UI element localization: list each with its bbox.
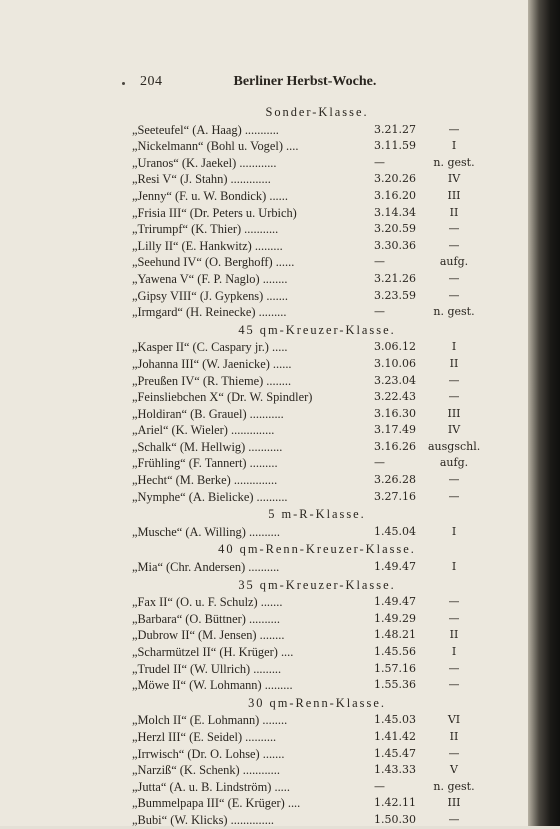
placing: —: [448, 661, 460, 675]
result-row: [132, 472, 462, 489]
finish-time: 3.26.28: [374, 473, 416, 487]
boat-entry: „Gipsy VIII“ (J. Gypkens) .......: [132, 288, 289, 303]
boat-entry: „Musche“ (A. Willing) ..........: [132, 524, 280, 539]
placing: —: [448, 678, 460, 692]
boat-entry: „Holdiran“ (B. Grauel) ...........: [132, 406, 284, 421]
boat-entry: „Bubi“ (W. Klicks) ..............: [132, 812, 275, 827]
result-row: [132, 422, 462, 439]
finish-time: 1.45.56: [374, 645, 416, 658]
result-row: [132, 455, 469, 472]
boat-entry: „Seehund IV“ (O. Berghoff) ......: [132, 255, 295, 270]
placing: —: [448, 122, 460, 136]
result-row: [132, 611, 462, 628]
boat-entry: „Trirumpf“ (K. Thier) ...........: [132, 222, 279, 237]
boat-entry: „Trudel II“ (W. Ullrich) .........: [132, 661, 282, 676]
boat-entry: „Mia“ (Chr. Andersen) ..........: [132, 560, 280, 575]
boat-entry: „Fax II“ (O. u. F. Schulz) .......: [132, 595, 283, 610]
finish-time: 3.20.26: [374, 172, 416, 186]
finish-time: 1.55.36: [374, 678, 416, 692]
finish-time: 1.45.47: [374, 746, 416, 760]
finish-time: 1.57.16: [374, 661, 416, 675]
boat-entry: „Möwe II“ (W. Lohmann) .........: [132, 678, 293, 693]
section-title: 30 qm-Renn-Klasse.: [248, 695, 386, 710]
finish-time: 1.43.33: [374, 763, 416, 777]
placing: —: [448, 222, 460, 236]
finish-time: 1.49.47: [374, 560, 416, 574]
section-title: 5 m-R-Klasse.: [268, 507, 366, 522]
finish-time: 1.42.11: [374, 796, 416, 810]
finish-time: 1.50.30: [374, 812, 416, 826]
result-row: [132, 339, 462, 356]
placing: n. gest.: [433, 155, 475, 169]
boat-entry: „Frühling“ (F. Tannert) .........: [132, 456, 278, 471]
page-number: 204: [140, 74, 163, 89]
section-title: 40 qm-Renn-Kreuzer-Klasse.: [218, 542, 416, 557]
result-row: [132, 122, 462, 139]
boat-entry: „Hecht“ (M. Berke) ..............: [132, 473, 278, 488]
boat-entry: „Uranos“ (K. Jaekel) ............: [132, 155, 277, 170]
placing: IV: [447, 172, 461, 186]
finish-time: 3.16.20: [374, 188, 416, 202]
result-row: [132, 812, 462, 829]
placing: II: [449, 729, 459, 743]
boat-entry: „Resi V“ (J. Stahn) .............: [132, 172, 271, 187]
result-row: [132, 304, 475, 321]
result-row: [132, 644, 462, 661]
placing: I: [451, 524, 457, 538]
result-row: [132, 188, 462, 205]
placing: aufg.: [439, 456, 469, 470]
result-row: [132, 205, 462, 222]
finish-time: 3.20.59: [374, 222, 416, 236]
boat-entry: „Frisia III“ (Dr. Peters u. Urbich): [132, 205, 297, 220]
finish-time: 1.48.21: [374, 628, 416, 642]
placing: —: [448, 489, 460, 503]
result-row: [132, 594, 462, 611]
finish-time: 3.11.59: [374, 139, 416, 153]
boat-entry: „Schalk“ (M. Hellwig) ...........: [132, 439, 283, 454]
finish-time: 1.45.03: [374, 713, 416, 727]
result-row: [132, 439, 481, 456]
section-title: 35 qm-Kreuzer-Klasse.: [238, 577, 396, 592]
placing: I: [451, 645, 457, 658]
placing: II: [449, 356, 459, 370]
result-row: [132, 406, 462, 423]
boat-entry: „Johanna III“ (W. Jaenicke) ......: [132, 356, 292, 371]
placing: III: [447, 406, 461, 420]
finish-time: 3.22.43: [374, 390, 416, 404]
section-title: Sonder-Klasse.: [265, 105, 369, 119]
result-row: [132, 524, 462, 541]
finish-time: 3.30.36: [374, 238, 416, 252]
finish-time: —: [374, 255, 385, 269]
boat-entry: „Nickelmann“ (Bohl u. Vogel) ....: [132, 139, 299, 154]
result-row: [132, 138, 462, 155]
placing: n. gest.: [433, 779, 475, 793]
finish-time: 3.23.59: [374, 288, 416, 302]
result-row: [132, 356, 462, 373]
section-title: 45 qm-Kreuzer-Klasse.: [238, 322, 396, 337]
placing: IV: [447, 423, 461, 437]
result-row: [132, 155, 475, 172]
placing: —: [448, 611, 460, 625]
boat-entry: „Irmgard“ (H. Reinecke) .........: [132, 305, 287, 320]
finish-time: 3.23.04: [374, 373, 416, 387]
placing: III: [447, 796, 461, 810]
placing: —: [448, 288, 460, 302]
result-row: [132, 489, 462, 506]
results-list: [132, 103, 481, 829]
boat-entry: „Scharmützel II“ (H. Krüger) ....: [132, 645, 294, 659]
running-title: Berliner Herbst-Woche.: [233, 74, 377, 89]
finish-time: 1.49.29: [374, 611, 416, 625]
boat-entry: „Bummelpapa III“ (E. Krüger) ....: [132, 796, 301, 811]
result-row: [132, 729, 462, 746]
finish-time: 3.14.34: [374, 205, 416, 219]
result-row: [132, 171, 462, 188]
placing: II: [449, 205, 459, 219]
result-row: [132, 677, 462, 694]
boat-entry: „Jenny“ (F. u. W. Bondick) ......: [132, 188, 288, 203]
placing: —: [448, 271, 460, 285]
placing: I: [451, 340, 457, 354]
finish-time: 3.21.27: [374, 122, 416, 136]
result-row: [132, 271, 462, 288]
page-header: [140, 74, 440, 90]
boat-entry: „Lilly II“ (E. Hankwitz) .........: [132, 238, 283, 253]
finish-time: 3.06.12: [374, 340, 416, 354]
boat-entry: „Yawena V“ (F. P. Naglo) ........: [132, 271, 288, 286]
result-row: [132, 661, 462, 678]
placing: ausgschl.: [428, 439, 481, 453]
boat-entry: „Kasper II“ (C. Caspary jr.) .....: [132, 340, 288, 355]
result-row: [132, 373, 462, 390]
boat-entry: „Preußen IV“ (R. Thieme) ........: [132, 373, 292, 388]
boat-entry: „Jutta“ (A. u. B. Lindström) .....: [132, 779, 290, 794]
result-row: [132, 627, 462, 644]
boat-entry: „Dubrow II“ (M. Jensen) ........: [132, 628, 285, 643]
result-row: [132, 389, 462, 406]
result-row: [132, 559, 462, 576]
placing: II: [449, 628, 459, 642]
finish-time: 3.27.16: [374, 489, 416, 503]
book-spine-shadow: [528, 0, 560, 826]
placing: —: [448, 473, 460, 487]
finish-time: 3.17.49: [374, 423, 416, 437]
finish-time: 3.16.26: [374, 439, 416, 453]
finish-time: —: [374, 456, 385, 470]
boat-entry: „Feinsliebchen X“ (Dr. W. Spindler): [132, 390, 313, 405]
boat-entry: „Irrwisch“ (Dr. O. Lohse) .......: [132, 746, 285, 761]
finish-time: 3.10.06: [374, 356, 416, 370]
placing: I: [451, 139, 457, 153]
placing: VI: [447, 713, 461, 727]
result-row: [132, 746, 462, 763]
placing: I: [451, 560, 457, 574]
finish-time: —: [374, 155, 385, 169]
finish-time: 3.16.30: [374, 406, 416, 420]
boat-entry: „Molch II“ (E. Lohmann) ........: [132, 713, 288, 728]
boat-entry: „Narziß“ (K. Schenk) ............: [132, 763, 280, 778]
placing: —: [448, 373, 460, 387]
placing: —: [448, 746, 460, 760]
finish-time: 1.41.42: [374, 729, 416, 743]
finish-time: —: [374, 779, 385, 793]
result-row: [132, 254, 469, 271]
result-row: [132, 238, 462, 255]
placing: aufg.: [439, 255, 469, 269]
placing: —: [448, 595, 460, 609]
placing: n. gest.: [433, 305, 475, 319]
result-row: [132, 221, 462, 238]
placing: III: [447, 188, 461, 202]
placing: —: [448, 812, 460, 826]
finish-time: 3.21.26: [374, 271, 416, 285]
boat-entry: „Ariel“ (K. Wieler) ..............: [132, 423, 275, 438]
boat-entry: „Nymphe“ (A. Bielicke) ..........: [132, 489, 288, 504]
result-row: [132, 779, 475, 796]
placing: —: [448, 390, 460, 404]
boat-entry: „Herzl III“ (E. Seidel) ..........: [132, 729, 277, 744]
ink-speck: [122, 82, 125, 85]
result-row: [132, 712, 462, 729]
boat-entry: „Barbara“ (O. Büttner) ..........: [132, 611, 280, 626]
finish-time: 1.45.04: [374, 524, 416, 538]
finish-time: —: [374, 305, 385, 319]
placing: —: [448, 238, 460, 252]
result-row: [132, 795, 462, 812]
result-row: [132, 762, 462, 779]
boat-entry: „Seeteufel“ (A. Haag) ...........: [132, 122, 279, 137]
finish-time: 1.49.47: [374, 595, 416, 609]
result-row: [132, 288, 462, 305]
placing: V: [450, 763, 458, 777]
